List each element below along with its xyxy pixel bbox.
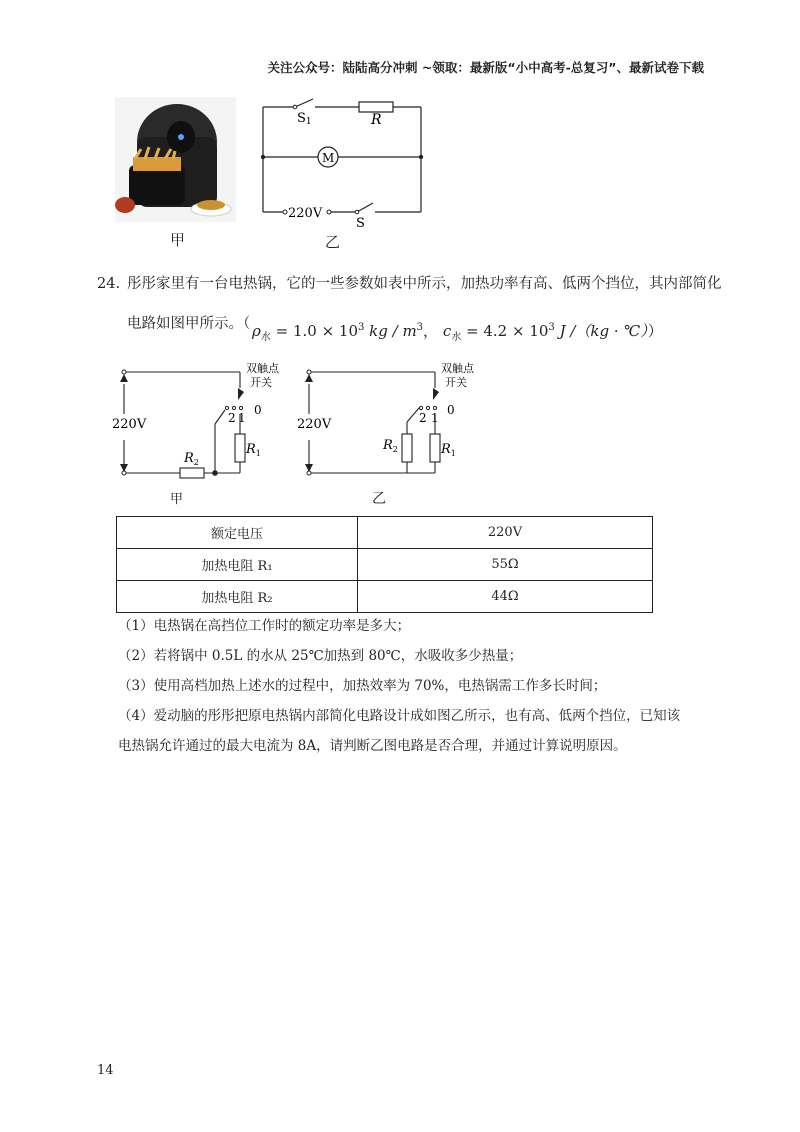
top-right-caption: 乙 xyxy=(325,233,341,251)
r-label: R xyxy=(371,112,382,128)
formula: $\rho_水 = 1.0 \times 10^3$ kg / $m^3$， $c_水 = 4.2 \times 10^3$ J /（kg · ℃）） xyxy=(252,322,663,343)
s1-label: S xyxy=(297,111,306,126)
table-cell-label: 额定电压 xyxy=(117,517,358,549)
sub-question-2: （2）若将锅中 0.5L 的水从 25℃加热到 80℃，水吸收多少热量； xyxy=(118,648,523,664)
table-cell-label: 加热电阻 R₁ xyxy=(117,549,358,581)
sub-question-1: （1）电热锅在高挡位工作时的额定功率是多大； xyxy=(118,618,411,634)
table-row xyxy=(117,517,653,549)
table-cell-value: 55Ω xyxy=(358,549,653,581)
table-cell-value: 220V xyxy=(358,517,653,549)
sub-question-3: （3）使用高档加热上述水的过程中，加热效率为 70%，电热锅需工作多长时间； xyxy=(118,678,607,694)
page-number: 14 xyxy=(97,1063,114,1078)
svg-text:0: 0 xyxy=(447,403,455,417)
svg-text:0: 0 xyxy=(254,403,262,417)
right-voltage: 220V xyxy=(297,417,332,432)
svg-text:R1: $R_1$ xyxy=(246,442,261,458)
top-left-caption: 甲 xyxy=(170,231,186,249)
question-line-2: 电路如图甲所示。（ xyxy=(127,316,251,332)
circuit-diagram-right xyxy=(295,360,475,500)
sub-question-4: （4）爱动脑的彤彤把原电热锅内部简化电路设计成如图乙所示，也有高、低两个挡位，已知该 xyxy=(118,708,681,724)
table-cell-label: 加热电阻 R₂ xyxy=(117,581,358,613)
left-switch-label-1: 双触点 xyxy=(246,362,279,375)
motor-label: M xyxy=(322,151,335,165)
parameters-table xyxy=(116,516,653,613)
svg-text:2: 2 xyxy=(419,411,427,425)
svg-text:R2: $R_2$ xyxy=(383,438,398,454)
svg-text:S1 xyxy=(297,111,312,127)
table-cell-value: 44Ω xyxy=(358,581,653,613)
sub-question-4-cont: 电热锅允许通过的最大电流为 8A，请判断乙图电路是否合理，并通过计算说明原因。 xyxy=(118,738,627,754)
svg-text:1: 1 xyxy=(431,411,439,425)
table-row xyxy=(117,581,653,613)
svg-text:R2: $R_2$ xyxy=(184,451,199,467)
svg-text:R1: $R_1$ xyxy=(441,442,456,458)
question-number: 24. xyxy=(97,276,121,292)
air-fryer-photo xyxy=(115,97,236,222)
right-switch-label-2: 开关 xyxy=(445,376,467,389)
page-header: 关注公众号：陆陆高分冲刺 ~领取：最新版“小中高考-总复习”、最新试卷下载 xyxy=(267,60,704,75)
right-switch-label-1: 双触点 xyxy=(441,362,474,375)
mid-right-caption: 乙 xyxy=(372,491,386,507)
table-row xyxy=(117,549,653,581)
svg-text:2: 2 xyxy=(228,411,236,425)
svg-text:1: 1 xyxy=(238,411,246,425)
circuit-diagram-left xyxy=(110,360,280,500)
source-label: 220V xyxy=(288,206,323,221)
s1-sub: 1 xyxy=(305,117,312,127)
left-voltage: 220V xyxy=(112,417,147,432)
motor-circuit-diagram xyxy=(255,95,435,235)
s-label: S xyxy=(356,216,365,231)
mid-left-caption: 甲 xyxy=(170,492,184,507)
left-switch-label-2: 开关 xyxy=(250,376,272,389)
question-line-1: 彤彤家里有一台电热锅，它的一些参数如表中所示，加热功率有高、低两个挡位，其内部简化 xyxy=(127,276,722,292)
